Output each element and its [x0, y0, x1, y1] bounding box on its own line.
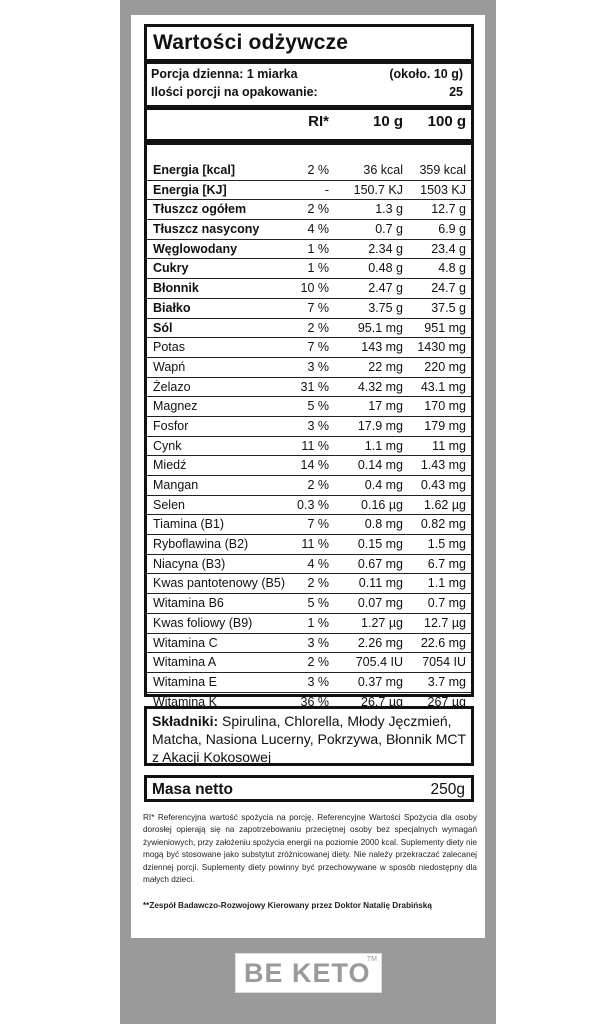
nutrient-ri: 14 %	[300, 458, 329, 473]
table-row	[147, 259, 471, 279]
nutrient-name: Witamina K	[153, 694, 217, 709]
nutrient-value-100g: 22.6 mg	[420, 635, 466, 650]
divider-thick	[147, 59, 471, 64]
table-row	[147, 358, 471, 378]
nutrient-value-10g: 0.8 mg	[364, 517, 403, 532]
header-10g: 10 g	[372, 113, 403, 130]
table-row	[147, 535, 471, 555]
ingredients-label: Składniki:	[152, 713, 219, 729]
nutrient-ri: 31 %	[300, 379, 329, 394]
nutrient-name: Energia [KJ]	[153, 182, 227, 197]
nutrient-value-100g: 3.7 mg	[427, 674, 466, 689]
nutrient-value-100g: 0.43 mg	[420, 478, 466, 492]
table-row	[147, 515, 471, 535]
table-row	[147, 496, 471, 516]
nutrient-value-100g: 359 kcal	[419, 163, 466, 177]
nutrient-value-10g: 2.26 mg	[357, 635, 403, 650]
nutrient-value-10g: 0.15 mg	[357, 537, 403, 552]
nutrient-ri: 4 %	[307, 222, 329, 237]
nutrient-value-10g: 2.47 g	[368, 281, 403, 296]
nutrient-value-100g: 0.82 mg	[420, 517, 466, 532]
nutrient-value-100g: 43.1 mg	[420, 379, 466, 394]
nutrient-ri: 10 %	[300, 281, 329, 296]
nutrient-ri: 7 %	[307, 340, 329, 355]
nutrient-ri: 36 %	[300, 694, 329, 709]
nutrient-name: Magnez	[153, 399, 198, 414]
portion-line-2	[151, 85, 463, 99]
nutrient-value-10g: 26.7 µg	[361, 694, 403, 709]
nutrient-name: Potas	[153, 340, 185, 355]
nutrient-value-10g: 0.67 mg	[357, 556, 403, 571]
table-row	[147, 181, 471, 201]
nutrient-value-100g: 6.9 g	[438, 222, 466, 237]
column-headers	[147, 113, 471, 137]
portion-value: (około. 10 g)	[389, 67, 463, 81]
nutrient-value-10g: 705.4 IU	[355, 655, 403, 670]
header-100g: 100 g	[427, 113, 466, 130]
nutrient-name: Energia [kcal]	[153, 163, 235, 177]
nutrient-ri: 7 %	[307, 517, 329, 532]
brand-logo	[235, 953, 382, 993]
nutrient-value-100g: 1.5 mg	[427, 537, 466, 552]
nutrition-title: Wartości odżywcze	[153, 31, 349, 54]
footnote: RI* Referencyjna wartość spożycia na porcję. Referencyjne Wartości Spożycia dla osoby dorosłej opierają się na zapotrzebowaniu przeciętnej osoby bez specjalnych wymagań żywieniowych, przy założeniu spożycia energii na poziomie 2000 kcal. Suplementy diety nie mogą być stosowane jako substytut zróżnicowanej diety. Nie należy przekraczać zalecanej dziennej porcji. Suplementy diety powinny być przechowywane w sposób niedostępny dla małych dzieci.	[143, 813, 477, 885]
nutrient-value-100g: 951 mg	[424, 320, 466, 335]
nutrient-value-10g: 95.1 mg	[357, 320, 403, 335]
nutrient-ri: 5 %	[307, 399, 329, 414]
nutrient-ri: 2 %	[307, 655, 329, 670]
nutrient-value-100g: 0.7 mg	[427, 596, 466, 611]
nutrient-name: Wapń	[153, 359, 186, 374]
table-row	[147, 555, 471, 575]
nutrient-name: Kwas pantotenowy (B5)	[153, 576, 286, 591]
ingredients-text: Spirulina, Chlorella, Młody Jęczmień, Matcha, Nasiona Lucerny, Pokrzywa, Błonnik MCT z Akacji Kokosowej	[152, 713, 466, 765]
nutrient-name: Witamina E	[153, 674, 217, 689]
table-row	[147, 200, 471, 220]
nutrient-name: Białko	[153, 300, 191, 315]
nutrient-value-100g: 179 mg	[424, 418, 466, 433]
nutrient-ri: 3 %	[307, 359, 329, 374]
table-row	[147, 417, 471, 437]
nutrient-ri: 11 %	[301, 537, 329, 552]
table-row	[147, 397, 471, 417]
nutrient-ri: 2 %	[307, 576, 329, 591]
footnote-research: **Zespół Badawczo-Rozwojowy Kierowany przez Doktor Natalię Drabińską	[143, 901, 432, 910]
nutrient-value-10g: 0.16 µg	[361, 497, 403, 512]
nutrient-value-100g: 1.1 mg	[427, 576, 466, 591]
divider-thick	[147, 105, 471, 110]
nutrient-ri: 2 %	[307, 478, 329, 492]
table-row	[147, 240, 471, 260]
table-row	[147, 653, 471, 673]
nutrient-name: Witamina B6	[153, 596, 224, 611]
nutrient-value-10g: 17.9 mg	[357, 418, 403, 433]
ingredients-box	[144, 706, 474, 766]
nutrient-ri: 3 %	[307, 674, 329, 689]
nutrient-value-10g: 2.34 g	[368, 241, 403, 256]
divider-thick	[147, 139, 471, 145]
table-row	[147, 476, 471, 496]
nutrient-name: Niacyna (B3)	[153, 556, 226, 571]
nutrient-name: Tłuszcz ogółem	[153, 202, 247, 217]
nutrient-name: Błonnik	[153, 281, 199, 296]
nutrient-value-10g: 0.48 g	[368, 261, 403, 276]
nutrient-value-10g: 4.32 mg	[357, 379, 403, 394]
nutrient-ri: 2 %	[307, 320, 329, 335]
nutrient-name: Kwas foliowy (B9)	[153, 615, 253, 630]
nutrient-name: Żelazo	[153, 379, 191, 394]
nutrient-name: Witamina A	[153, 655, 217, 670]
nutrient-value-100g: 4.8 g	[438, 261, 466, 276]
nutrient-value-100g: 23.4 g	[431, 241, 466, 256]
nutrient-ri: 1 %	[307, 241, 329, 256]
nutrient-value-10g: 3.75 g	[368, 300, 403, 315]
table-row	[147, 338, 471, 358]
nutrient-rows	[147, 161, 471, 712]
nutrient-value-10g: 0.07 mg	[357, 596, 403, 611]
nutrient-value-100g: 267 µg	[427, 694, 466, 709]
table-row	[147, 378, 471, 398]
nutrient-value-10g: 0.14 mg	[357, 458, 403, 473]
nutrient-ri: 11 %	[301, 438, 329, 453]
nutrient-ri: 3 %	[307, 635, 329, 650]
nutrient-ri: 2 %	[307, 163, 329, 177]
table-row	[147, 437, 471, 457]
net-weight-label: Masa netto	[152, 781, 233, 798]
nutrient-value-100g: 1430 mg	[417, 340, 466, 355]
nutrient-name: Cukry	[153, 261, 189, 276]
nutrient-name: Sól	[153, 320, 173, 335]
logo-text: BE KETO	[244, 958, 371, 988]
nutrient-value-100g: 220 mg	[424, 359, 466, 374]
portion-label: Porcja dzienna: 1 miarka	[151, 67, 298, 81]
nutrient-value-10g: 1.1 mg	[364, 438, 403, 453]
nutrient-name: Fosfor	[153, 418, 189, 433]
nutrient-ri: 3 %	[307, 418, 329, 433]
table-row	[147, 456, 471, 476]
nutrient-value-10g: 150.7 KJ	[353, 182, 403, 197]
nutrient-value-10g: 0.37 mg	[357, 674, 403, 689]
nutrient-value-100g: 1503 KJ	[420, 182, 466, 197]
table-row	[147, 594, 471, 614]
nutrition-table	[144, 24, 474, 709]
nutrient-value-100g: 170 mg	[424, 399, 466, 414]
table-row	[147, 319, 471, 339]
table-row	[147, 634, 471, 654]
page-background	[0, 0, 120, 1024]
nutrient-name: Selen	[153, 497, 185, 512]
nutrient-value-100g: 7054 IU	[422, 655, 466, 670]
table-row	[147, 574, 471, 594]
table-row	[147, 614, 471, 634]
nutrient-ri: 1 %	[307, 615, 329, 630]
nutrient-value-10g: 143 mg	[361, 340, 403, 355]
nutrient-value-100g: 1.62 µg	[424, 497, 466, 512]
servings-label: Ilości porcji na opakowanie:	[151, 85, 318, 99]
nutrient-name: Tłuszcz nasycony	[153, 222, 260, 237]
portion-line-1	[151, 67, 463, 81]
nutrient-value-100g: 1.43 mg	[420, 458, 466, 473]
net-weight-box	[144, 775, 474, 802]
nutrient-value-10g: 0.7 g	[375, 222, 403, 237]
table-row	[147, 161, 471, 181]
nutrient-ri: 5 %	[307, 596, 329, 611]
nutrient-name: Ryboflawina (B2)	[153, 537, 249, 552]
net-weight-value: 250g	[430, 781, 465, 798]
nutrient-name: Węglowodany	[153, 241, 238, 256]
nutrient-ri: 0.3 %	[297, 497, 329, 512]
nutrient-value-10g: 36 kcal	[363, 163, 403, 177]
nutrient-value-10g: 0.11 mg	[358, 576, 403, 591]
nutrient-value-10g: 22 mg	[368, 359, 403, 374]
nutrient-name: Miedź	[153, 458, 187, 473]
nutrient-name: Cynk	[153, 438, 182, 453]
nutrient-name: Tiamina (B1)	[153, 517, 225, 532]
table-row	[147, 279, 471, 299]
nutrient-name: Witamina C	[153, 635, 218, 650]
nutrient-value-100g: 12.7 g	[431, 202, 466, 217]
table-row	[147, 220, 471, 240]
nutrient-value-100g: 12.7 µg	[424, 615, 466, 630]
nutrient-ri: 7 %	[307, 300, 329, 315]
table-row	[147, 673, 471, 693]
nutrient-value-10g: 0.4 mg	[364, 478, 403, 492]
nutrient-value-10g: 17 mg	[368, 399, 403, 414]
nutrient-value-100g: 24.7 g	[431, 281, 466, 296]
table-row	[147, 299, 471, 319]
nutrient-ri: 2 %	[307, 202, 329, 217]
nutrient-value-100g: 11 mg	[432, 438, 466, 453]
servings-value: 25	[449, 85, 463, 99]
nutrient-value-10g: 1.27 µg	[361, 615, 403, 630]
nutrient-value-100g: 6.7 mg	[427, 556, 466, 571]
header-ri: RI*	[308, 113, 329, 130]
nutrient-ri: -	[324, 182, 329, 197]
nutrient-name: Mangan	[153, 478, 199, 492]
nutrient-value-100g: 37.5 g	[431, 300, 466, 315]
nutrient-ri: 4 %	[307, 556, 329, 571]
logo-tm: TM	[366, 956, 377, 963]
nutrient-value-10g: 1.3 g	[375, 202, 403, 217]
nutrient-ri: 1 %	[307, 261, 329, 276]
